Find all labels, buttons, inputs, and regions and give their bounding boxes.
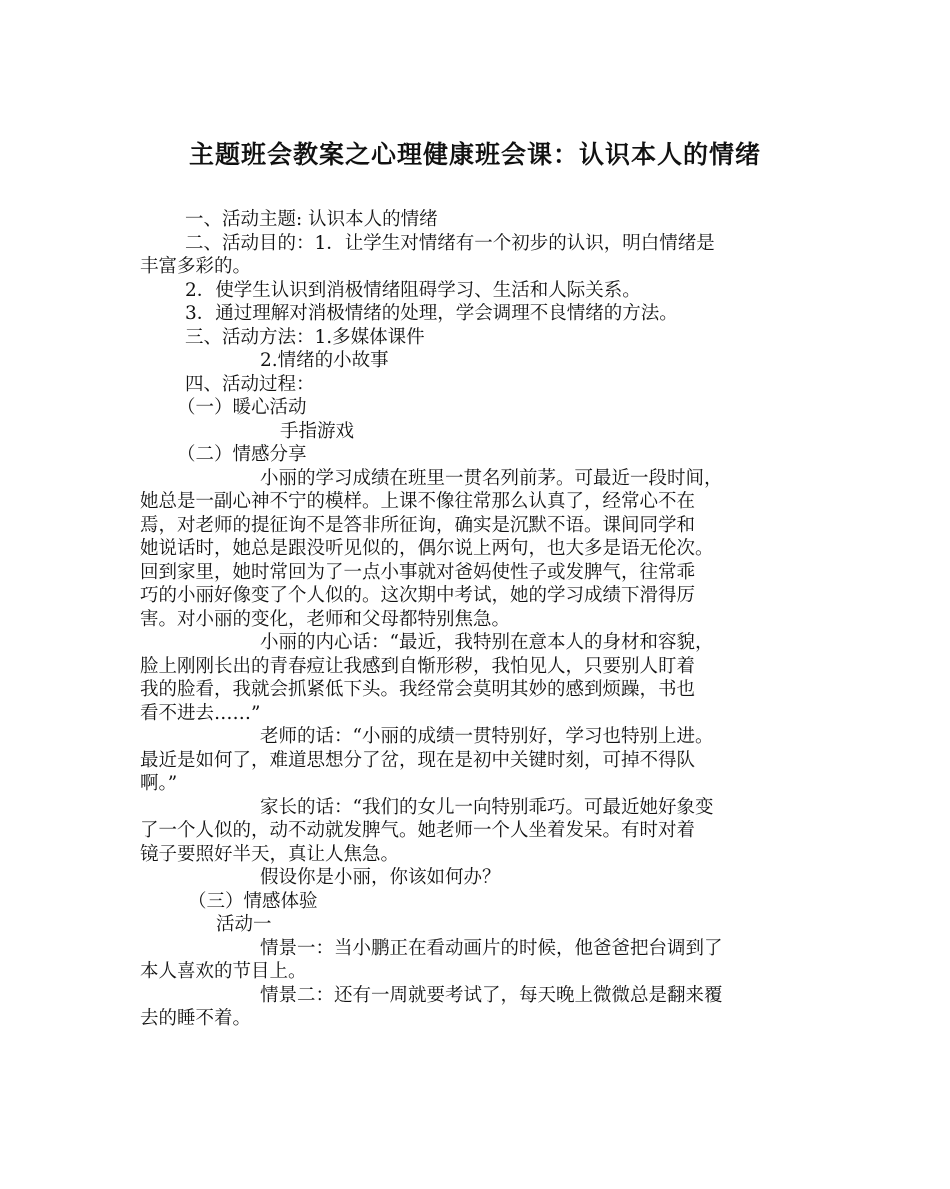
subsection-heading-experience: （三）情感体验 bbox=[188, 890, 318, 912]
method-item-2: 2.情绪的小故事 bbox=[260, 350, 389, 371]
document-body bbox=[140, 208, 810, 1031]
paragraph-line: 回到家里，她时常回为了一点小事就对爸妈使性子或发脾气，往常乖 bbox=[140, 561, 696, 583]
paragraph-line: 她总是一副心神不宁的模样。上课不像往常那么认真了，经常心不在 bbox=[140, 491, 696, 512]
section-heading-theme: 一、活动主题: 认识本人的情绪 bbox=[185, 209, 438, 230]
subsection-heading-sharing: （二）情感分享 bbox=[177, 444, 307, 465]
activity-label: 活动一 bbox=[216, 914, 272, 935]
paragraph-line: 小丽的学习成绩在班里一贯名列前茅。可最近一段时间， bbox=[260, 467, 723, 489]
paragraph-line: 看不进去……” bbox=[140, 702, 261, 724]
paragraph-line: 啊。” bbox=[140, 773, 178, 794]
paragraph-line: 丰富多彩的。 bbox=[140, 256, 252, 277]
section-heading-goal: 二、活动目的：1．让学生对情绪有一个初步的认识，明白情绪是 bbox=[185, 232, 715, 254]
scenario-two: 情景二：还有一周就要考试了，每天晚上微微总是翻来覆 bbox=[260, 984, 723, 1006]
paragraph-line: 去的睡不着。 bbox=[140, 1008, 252, 1029]
goal-item-3: 3．通过理解对消极情绪的处理，学会调理不良情绪的方法。 bbox=[185, 303, 678, 324]
paragraph-line: 巧的小丽好像变了个人似的。这次期中考试，她的学习成绩下滑得厉 bbox=[140, 585, 696, 606]
paragraph-line: 焉，对老师的提征询不是答非所征询，确实是沉默不语。课间同学和 bbox=[140, 514, 696, 536]
paragraph-line: 害。对小丽的变化，老师和父母都特别焦急。 bbox=[140, 608, 511, 630]
document-title: 主题班会教案之心理健康班会课：认识本人的情绪 bbox=[188, 140, 761, 169]
subsection-heading-warmup: （一）暖心活动 bbox=[177, 397, 307, 418]
paragraph-line: 我的脸看，我就会抓紧低下头。我经常会莫明其妙的感到烦躁，书也 bbox=[140, 679, 696, 700]
activity-name: 手指游戏 bbox=[280, 420, 355, 442]
scenario-one: 情景一：当小鹏正在看动画片的时候，他爸爸把台调到了 bbox=[260, 937, 723, 959]
goal-item-2: 2．使学生认识到消极情绪阻碍学习、生活和人际关系。 bbox=[185, 279, 641, 301]
paragraph-line: 本人喜欢的节目上。 bbox=[140, 961, 307, 982]
paragraph-line: 老师的话：“小丽的成绩一贯特别好，学习也特别上进。 bbox=[260, 726, 714, 747]
paragraph-line: 小丽的内心话：“最近，我特别在意本人的身材和容貌， bbox=[260, 632, 714, 653]
paragraph-line: 脸上刚刚长出的青春痘让我感到自惭形秽，我怕见人，只要别人盯着 bbox=[140, 655, 696, 677]
paragraph-line: 最近是如何了，难道思想分了岔，现在是初中关键时刻，可掉不得队 bbox=[140, 749, 696, 771]
paragraph-line: 家长的话：“我们的女儿一向特别乖巧。可最近她好象变 bbox=[260, 796, 714, 818]
paragraph-line: 了一个人似的，动不动就发脾气。她老师一个人坐着发呆。有时对着 bbox=[140, 820, 696, 841]
question-line: 假设你是小丽，你该如何办？ bbox=[260, 867, 501, 888]
section-heading-process: 四、活动过程： bbox=[185, 373, 315, 395]
paragraph-line: 她说话时，她总是跟没听见似的，偶尔说上两句，也大多是语无伦次。 bbox=[140, 538, 714, 559]
section-heading-method: 三、活动方法：1.多媒体课件 bbox=[185, 326, 425, 348]
paragraph-line: 镜子要照好半天，真让人焦急。 bbox=[140, 843, 400, 865]
